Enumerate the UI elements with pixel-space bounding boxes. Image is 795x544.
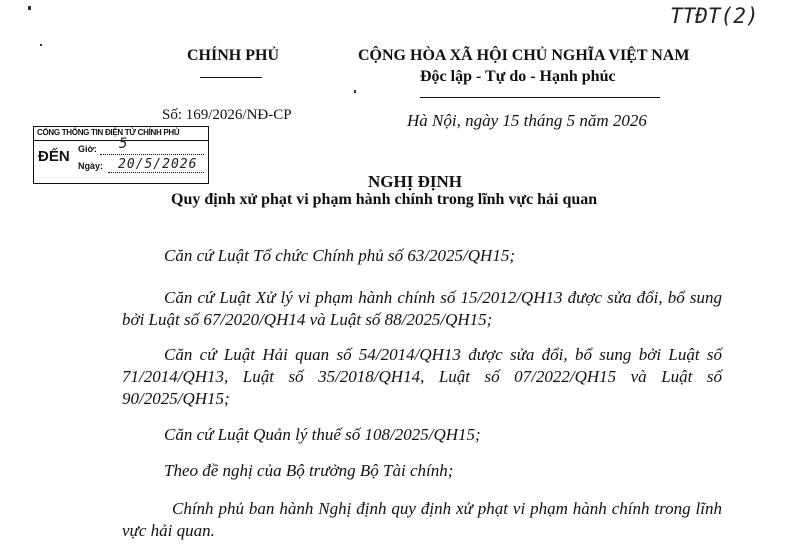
document-subject: Quy định xử phạt vi phạm hành chính trong lĩnh vực hải quan xyxy=(171,191,598,208)
arrival-stamp xyxy=(33,126,209,184)
republic-title: CỘNG HÒA XÃ HỘI CHỦ NGHĨA VIỆT NAM xyxy=(358,47,690,64)
motto-underline xyxy=(420,97,660,98)
stamp-den-label: ĐẾN xyxy=(38,148,70,165)
issuer-underline xyxy=(200,77,262,78)
scan-speck xyxy=(40,44,42,46)
proposal-paragraph: Theo đề nghị của Bộ trưởng Bộ Tài chính; xyxy=(164,461,454,480)
document-type: NGHỊ ĐỊNH xyxy=(368,172,462,191)
legal-basis-paragraph: Căn cứ Luật Tổ chức Chính phủ số 63/2025/QH15; xyxy=(164,246,515,265)
place-date: Hà Nội, ngày 15 tháng 5 năm 2026 xyxy=(407,111,647,130)
legal-basis-paragraph: Căn cứ Luật Xử lý vi phạm hành chính số 15/2012/QH13 được sửa đổi, bổ sung bởi Luật số 67/2020/QH14 và Luật số 88/2025/QH15; xyxy=(122,288,722,329)
motto: Độc lập - Tự do - Hạnh phúc xyxy=(420,68,616,85)
scan-speck xyxy=(354,90,356,93)
handwritten-corner-note: TTĐT(2) xyxy=(670,4,759,28)
issuer-name: CHÍNH PHỦ xyxy=(187,47,279,64)
stamp-gio-label: Giờ: xyxy=(78,144,97,154)
legal-basis-paragraph: Căn cứ Luật Quản lý thuế số 108/2025/QH15; xyxy=(164,425,481,444)
legal-basis-paragraph: Căn cứ Luật Hải quan số 54/2014/QH13 được sửa đổi, bổ sung bởi Luật số 71/2014/QH13, Luật số 35/2018/QH14, Luật số 07/2022/QH15 và Luật số 90/2025/QH15; xyxy=(122,345,722,408)
document-number: Số: 169/2026/NĐ-CP xyxy=(162,107,292,123)
stamp-header: CỔNG THÔNG TIN ĐIỆN TỬ CHÍNH PHỦ xyxy=(37,128,180,137)
stamp-ngay-value: 20/5/2026 xyxy=(118,157,198,172)
stamp-ngay-label: Ngày: xyxy=(78,161,104,171)
stamp-gio-value: 5 xyxy=(119,136,128,152)
scan-speck xyxy=(28,6,31,10)
promulgation-paragraph: Chính phủ ban hành Nghị định quy định xử phạt vi phạm hành chính trong lĩnh vực hải quan. xyxy=(122,499,722,540)
